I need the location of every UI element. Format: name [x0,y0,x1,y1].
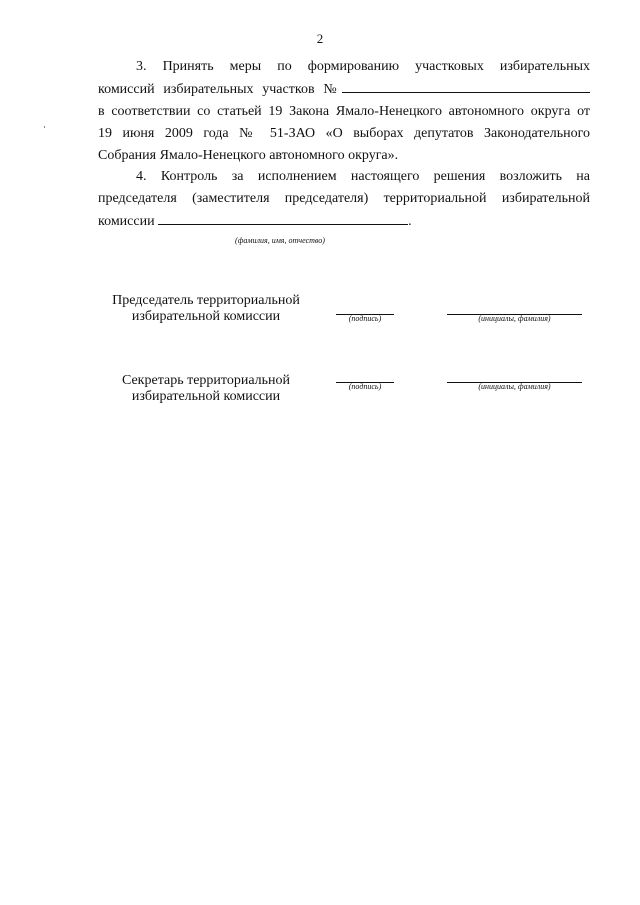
item-3-line-2 [98,78,590,101]
item-4-line-3 [98,210,590,233]
secretary-sign-hint: (подпись) [348,382,382,391]
chairman-title [100,293,312,325]
secretary-title [100,373,312,405]
item-3-line-2-text: комиссий избирательных участков № [98,82,342,97]
paragraph-item-4 [98,166,590,233]
responsible-name-blank [158,210,408,225]
item-4-line-3-text: комиссии [98,214,155,229]
margin-mark [44,126,45,128]
secretary-initials-hint: (инициалы, фамилия) [478,382,551,391]
item-3-line-4: 19 июня 2009 года № 51-ЗАО «О выборах депутатов Законодательного [98,126,590,141]
district-numbers-blank [342,78,590,93]
item-3-line-3: в соответствии со статьей 19 Закона Ямало-Ненецкого автономного округа от [98,104,590,119]
secretary-title-line-2: избирательной комиссии [131,389,281,404]
item-3-line-1: 3. Принять меры по формированию участковых избирательных [136,59,590,74]
fio-hint: (фамилия, имя, отчество) [235,236,325,245]
page-number: 2 [316,31,324,46]
item-4-period: . [408,214,412,229]
chairman-sign-hint: (подпись) [348,314,382,323]
chairman-title-line-1: Председатель территориальной [112,293,300,308]
chairman-initials-hint: (инициалы, фамилия) [478,314,551,323]
item-4-line-1: 4. Контроль за исполнением настоящего решения возложить на [136,169,590,184]
paragraph-item-3 [98,56,590,167]
item-4-line-2: председателя (заместителя председателя) территориальной избирательной [98,191,590,206]
item-3-line-5: Собрания Ямало-Ненецкого автономного округа». [98,148,399,163]
secretary-title-line-1: Секретарь территориальной [121,373,291,388]
chairman-title-line-2: избирательной комиссии [131,309,281,324]
